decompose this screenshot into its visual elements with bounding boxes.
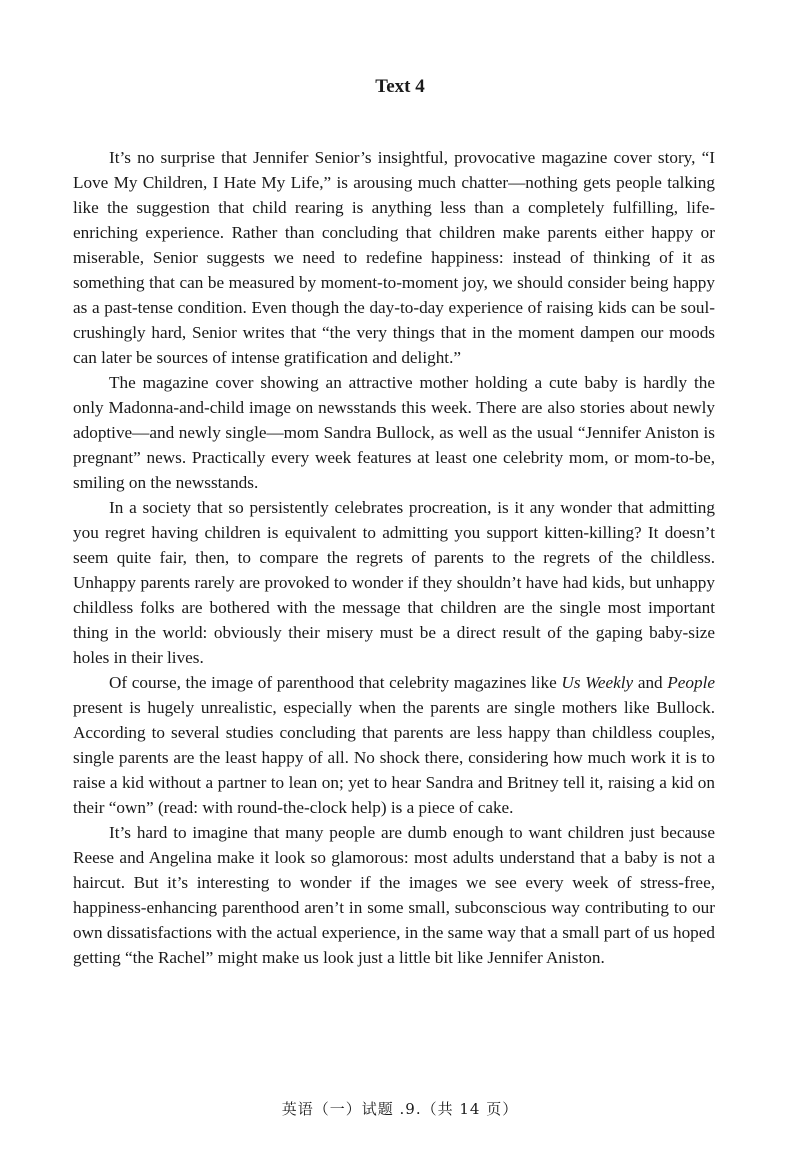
page-footer: 英语（一）试题 .9.（共 14 页）: [281, 1100, 519, 1118]
paragraph-1: It’s no surprise that Jennifer Senior’s insightful, provocative magazine cover story, “I Love My Children, I Hate My Life,” is arousing much chatter—nothing gets people talking like the suggestion that child rearing is anything less than a completely fulfilling, life-enriching experience. Rather than concluding that children make parents either happy or miserable, Senior suggests we need to redefine happiness: instead of thinking of it as something that can be measured by moment-to-moment joy, we should consider being happy as a past-tense condition. Even though the day-to-day experience of raising kids can be soul-crushingly hard, Senior writes that “the very things that in the moment dampen our moods can later be sources of intense gratification and delight.”: [73, 148, 715, 367]
paragraph-4-text-c: present is hugely unrealistic, especially when the parents are single mothers like Bullock. According to several studies concluding that parents are less happy than childless couples, single parents are the least happy of all. No shock there, considering how much work it is to raise a kid without a partner to lean on; yet to hear Sandra and Britney tell it, raising a kid on their “own” (read: with round-the-clock help) is a piece of cake.: [73, 698, 715, 817]
paragraph-2: The magazine cover showing an attractive mother holding a cute baby is hardly the only Madonna-and-child image on newsstands this week. There are also stories about newly adoptive—and newly single—mom Sandra Bullock, as well as the usual “Jennifer Aniston is pregnant” news. Practically every week features at least one celebrity mom, or mom-to-be, smiling on the newsstands.: [73, 373, 715, 492]
paragraph-4: [73, 670, 715, 820]
paragraph-5: It’s hard to imagine that many people are dumb enough to want children just because Reese and Angelina make it look so glamorous: most adults understand that a baby is not a haircut. But it’s interesting to wonder if the images we see every week of stress-free, happiness-enhancing parenthood aren’t in some small, subconscious way contributing to our own dissatisfactions with the actual experience, in the same way that a small part of us hoped getting “the Rachel” might make us look just a little bit like Jennifer Aniston.: [73, 823, 715, 967]
section-title: Text 4: [375, 76, 425, 97]
paragraph-4-text-b: and: [633, 673, 668, 692]
magazine-name-us-weekly: Us Weekly: [561, 673, 634, 692]
paragraph-4-text-a: Of course, the image of parenthood that celebrity magazines like: [109, 673, 562, 692]
paragraph-3: In a society that so persistently celebrates procreation, is it any wonder that admitting you regret having children is equivalent to admitting you support kitten-killing? It doesn’t seem quite fair, then, to compare the regrets of parents to the regrets of the childless. Unhappy parents rarely are provoked to wonder if they shouldn’t have had kids, but unhappy childless folks are bothered with the message that children are the single most important thing in the world: obviously their misery must be a direct result of the gaping baby-size holes in their lives.: [73, 498, 715, 667]
magazine-name-people: People: [667, 673, 715, 692]
passage-body: [73, 145, 715, 970]
